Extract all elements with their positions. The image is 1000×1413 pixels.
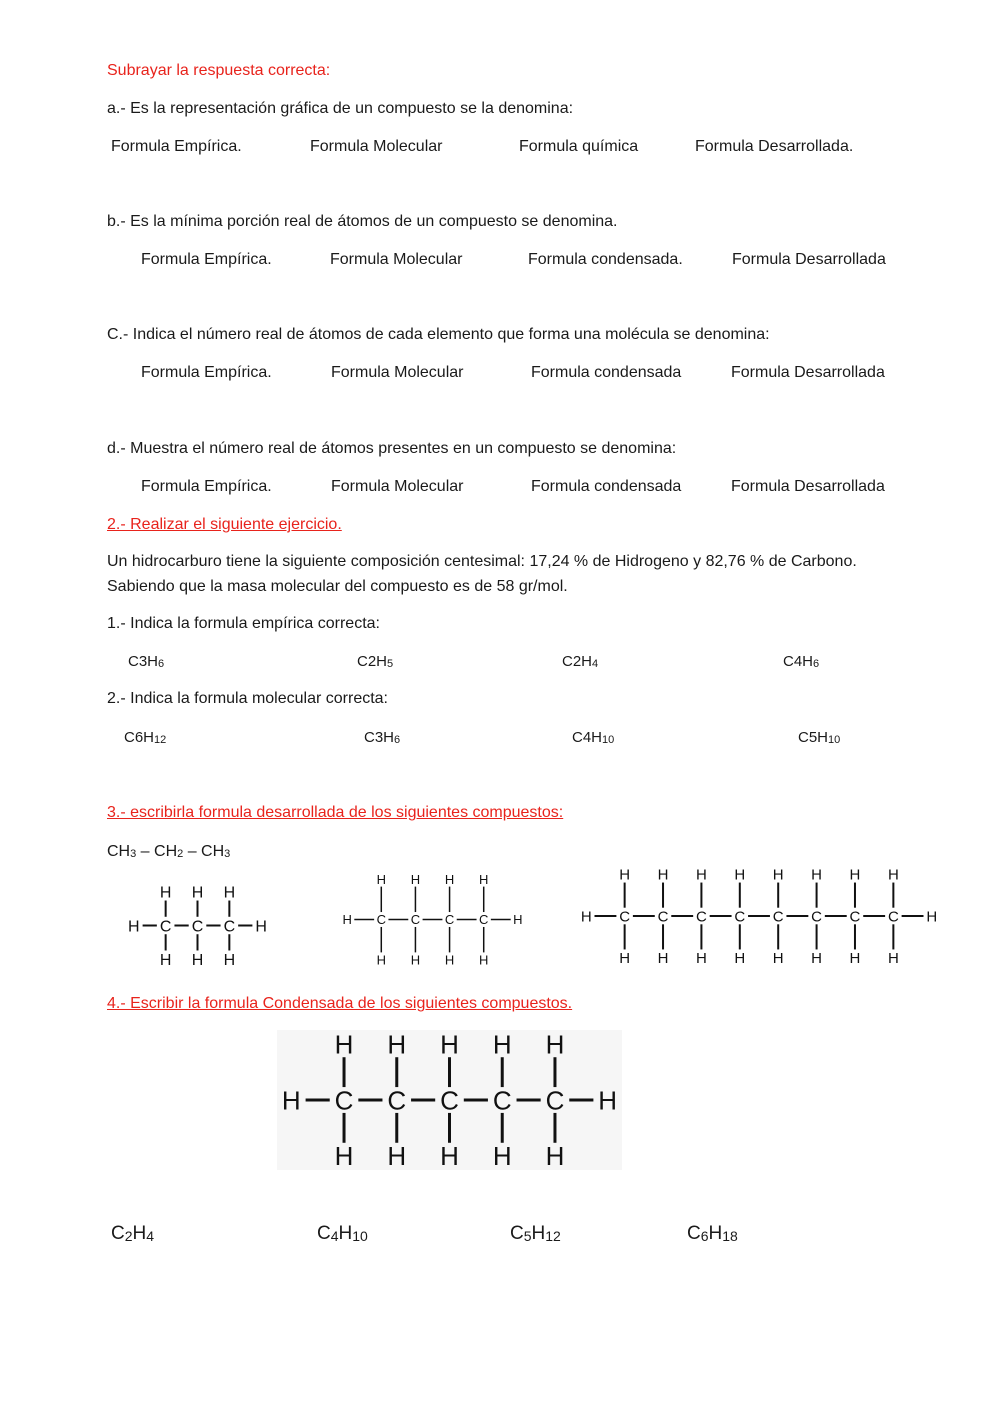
- question-b: b.- Es la mínima porción real de átomos de un compuesto se denomina.: [107, 213, 618, 230]
- hydrogen-atom: H: [410, 872, 421, 887]
- option-a-1[interactable]: Formula Empírica.: [111, 138, 242, 155]
- formula-main: C6H: [124, 729, 155, 746]
- hydrogen-atom: H: [387, 1141, 407, 1170]
- formula-sub: 2: [177, 848, 184, 860]
- option-b-2[interactable]: Formula Molecular: [330, 251, 463, 268]
- formula-sub: 3: [224, 848, 231, 860]
- formula-main: C3H: [128, 653, 159, 670]
- hydrogen-atom: H: [159, 951, 172, 968]
- hydrogen-atom: H: [887, 866, 899, 884]
- hydrogen-atom: H: [849, 950, 861, 966]
- hydrogen-atom: H: [387, 1030, 407, 1060]
- formula-sub: 5: [387, 658, 394, 670]
- carbon-atom: C: [387, 1085, 407, 1116]
- formula-main: C3H: [364, 729, 395, 746]
- hydrogen-atom: H: [926, 908, 938, 926]
- hydrogen-atom: H: [734, 950, 746, 966]
- carbon-atom: C: [444, 912, 455, 928]
- hydrogen-atom: H: [695, 866, 707, 884]
- carbon-atom: C: [734, 908, 746, 926]
- formula-sub: 6: [158, 658, 165, 670]
- carbon-atom: C: [376, 912, 386, 928]
- option-d-4[interactable]: Formula Desarrollada: [731, 478, 885, 495]
- molecular-option-3[interactable]: [572, 729, 614, 746]
- empirical-option-2[interactable]: [357, 653, 393, 670]
- hydrogen-atom: H: [545, 1030, 565, 1060]
- formula-sub: 10: [828, 734, 841, 746]
- formula-part: C: [111, 1223, 125, 1244]
- molecular-option-4[interactable]: [798, 729, 840, 746]
- carbon-atom: C: [492, 1085, 512, 1116]
- problem-line-1: Un hidrocarburo tiene la siguiente composición centesimal: 17,24 % de Hidrogeno y 82,76 % de Carbono.: [107, 553, 857, 570]
- hydrogen-atom: H: [492, 1030, 512, 1060]
- formula-part: H: [338, 1223, 353, 1244]
- hydrogen-atom: H: [849, 866, 861, 884]
- formula-sub: 2: [124, 1228, 133, 1244]
- formula-part: CH: [107, 843, 131, 860]
- hydrogen-atom: H: [444, 952, 455, 967]
- hydrogen-atom: H: [545, 1141, 565, 1170]
- formula-sub: 4: [592, 658, 599, 670]
- option-d-1[interactable]: Formula Empírica.: [141, 478, 272, 495]
- formula-sub: 4: [330, 1228, 339, 1244]
- option-b-1[interactable]: Formula Empírica.: [141, 251, 272, 268]
- carbon-atom: C: [619, 908, 631, 926]
- hydrogen-atom: H: [479, 872, 489, 887]
- formula-sub: 5: [523, 1228, 532, 1244]
- structural-formula-8-carbons: [578, 866, 940, 966]
- formula-main: C5H: [798, 729, 829, 746]
- hydrogen-atom: H: [513, 912, 523, 928]
- option-c-4[interactable]: Formula Desarrollada: [731, 364, 885, 381]
- formula-part: – CH: [136, 843, 178, 860]
- hydrogen-atom: H: [376, 952, 386, 967]
- formula-sub: 12: [154, 734, 167, 746]
- question-empirical: 1.- Indica la formula empírica correcta:: [107, 615, 380, 632]
- hydrogen-atom: H: [479, 952, 489, 967]
- formula-part: – CH: [183, 843, 225, 860]
- structural-formula-5-carbons: [277, 1030, 622, 1170]
- hydrogen-atom: H: [444, 872, 455, 887]
- condensed-option-3[interactable]: [510, 1223, 561, 1245]
- formula-sub: 6: [394, 734, 401, 746]
- formula-sub: 12: [545, 1228, 561, 1244]
- carbon-atom: C: [159, 918, 172, 936]
- hydrogen-atom: H: [223, 884, 236, 902]
- hydrogen-atom: H: [223, 951, 236, 968]
- hydrogen-atom: H: [657, 950, 669, 966]
- formula-sub: 10: [602, 734, 615, 746]
- question-c: C.- Indica el número real de átomos de cada elemento que forma una molécula se denomina:: [107, 326, 770, 343]
- carbon-atom: C: [479, 912, 489, 928]
- carbon-atom: C: [334, 1085, 354, 1116]
- formula-part: C: [510, 1223, 524, 1244]
- hydrogen-atom: H: [410, 952, 421, 967]
- instruction: Subrayar la respuesta correcta:: [107, 62, 331, 79]
- hydrogen-atom: H: [598, 1085, 618, 1116]
- section-3-title: 3.- escribirla formula desarrollada de los siguientes compuestos:: [107, 804, 564, 821]
- molecular-option-2[interactable]: [364, 729, 400, 746]
- option-c-2[interactable]: Formula Molecular: [331, 364, 464, 381]
- option-a-2[interactable]: Formula Molecular: [310, 138, 443, 155]
- hydrogen-atom: H: [440, 1141, 459, 1170]
- condensed-option-1[interactable]: [111, 1223, 154, 1245]
- hydrogen-atom: H: [159, 884, 172, 902]
- formula-sub: 6: [700, 1228, 709, 1244]
- hydrogen-atom: H: [811, 950, 823, 966]
- hydrogen-atom: H: [492, 1141, 512, 1170]
- hydrogen-atom: H: [342, 912, 352, 928]
- hydrogen-atom: H: [619, 866, 631, 884]
- hydrogen-atom: H: [734, 866, 746, 884]
- structural-formula-3-carbons: [125, 883, 270, 968]
- section-4-title: 4.- Escribir la formula Condensada de los siguientes compuestos.: [107, 995, 573, 1012]
- formula-main: C2H: [357, 653, 388, 670]
- formula-sub: 3: [130, 848, 137, 860]
- question-a: a.- Es la representación gráfica de un compuesto se la denomina:: [107, 100, 574, 117]
- empirical-option-1[interactable]: [128, 653, 164, 670]
- hydrogen-atom: H: [128, 918, 140, 936]
- formula-main: C4H: [572, 729, 603, 746]
- molecular-option-1[interactable]: [124, 729, 166, 746]
- carbon-atom: C: [849, 908, 861, 926]
- empirical-option-3[interactable]: [562, 653, 598, 670]
- empirical-option-4[interactable]: [783, 653, 819, 670]
- hydrogen-atom: H: [334, 1030, 354, 1060]
- formula-part: H: [132, 1223, 147, 1244]
- carbon-atom: C: [887, 908, 899, 926]
- condensed-formula-propane: [107, 843, 230, 861]
- carbon-atom: C: [695, 908, 707, 926]
- hydrogen-atom: H: [191, 951, 204, 968]
- carbon-atom: C: [657, 908, 669, 926]
- option-d-2[interactable]: Formula Molecular: [331, 478, 464, 495]
- formula-main: C4H: [783, 653, 814, 670]
- hydrogen-atom: H: [772, 950, 784, 966]
- hydrogen-atom: H: [440, 1030, 459, 1060]
- formula-part: H: [531, 1223, 546, 1244]
- condensed-option-2[interactable]: [317, 1223, 368, 1245]
- hydrogen-atom: H: [657, 866, 669, 884]
- carbon-atom: C: [223, 918, 236, 936]
- carbon-atom: C: [811, 908, 823, 926]
- option-a-4[interactable]: Formula Desarrollada.: [695, 138, 854, 155]
- carbon-atom: C: [410, 912, 421, 928]
- option-d-3[interactable]: Formula condensada: [531, 478, 682, 495]
- question-molecular: 2.- Indica la formula molecular correcta:: [107, 690, 388, 707]
- option-b-3[interactable]: Formula condensada.: [528, 251, 683, 268]
- carbon-atom: C: [772, 908, 784, 926]
- condensed-option-4[interactable]: [687, 1223, 738, 1245]
- formula-sub: 4: [146, 1228, 155, 1244]
- hydrogen-atom: H: [811, 866, 823, 884]
- option-b-4[interactable]: Formula Desarrollada: [732, 251, 886, 268]
- hydrogen-atom: H: [376, 872, 386, 887]
- hydrogen-atom: H: [695, 950, 707, 966]
- hydrogen-atom: H: [334, 1141, 354, 1170]
- hydrogen-atom: H: [887, 950, 899, 966]
- carbon-atom: C: [545, 1085, 565, 1116]
- hydrogen-atom: H: [255, 918, 267, 936]
- question-d: d.- Muestra el número real de átomos presentes en un compuesto se denomina:: [107, 440, 677, 457]
- hydrogen-atom: H: [191, 884, 204, 902]
- hydrogen-atom: H: [619, 950, 631, 966]
- section-2-title: 2.- Realizar el siguiente ejercicio.: [107, 516, 342, 533]
- carbon-atom: C: [191, 918, 204, 936]
- formula-part: C: [317, 1223, 331, 1244]
- problem-line-2: Sabiendo que la masa molecular del compuesto es de 58 gr/mol.: [107, 578, 568, 595]
- option-a-3[interactable]: Formula química: [519, 138, 639, 155]
- formula-part: C: [687, 1223, 701, 1244]
- hydrogen-atom: H: [772, 866, 784, 884]
- formula-main: C2H: [562, 653, 593, 670]
- hydrogen-atom: H: [580, 908, 592, 926]
- carbon-atom: C: [440, 1085, 459, 1116]
- formula-sub: 18: [722, 1228, 738, 1244]
- hydrogen-atom: H: [281, 1085, 301, 1116]
- formula-part: H: [708, 1223, 723, 1244]
- option-c-3[interactable]: Formula condensada: [531, 364, 682, 381]
- option-c-1[interactable]: Formula Empírica.: [141, 364, 272, 381]
- formula-sub: 10: [352, 1228, 368, 1244]
- structural-formula-4-carbons: [340, 872, 525, 967]
- formula-sub: 6: [813, 658, 820, 670]
